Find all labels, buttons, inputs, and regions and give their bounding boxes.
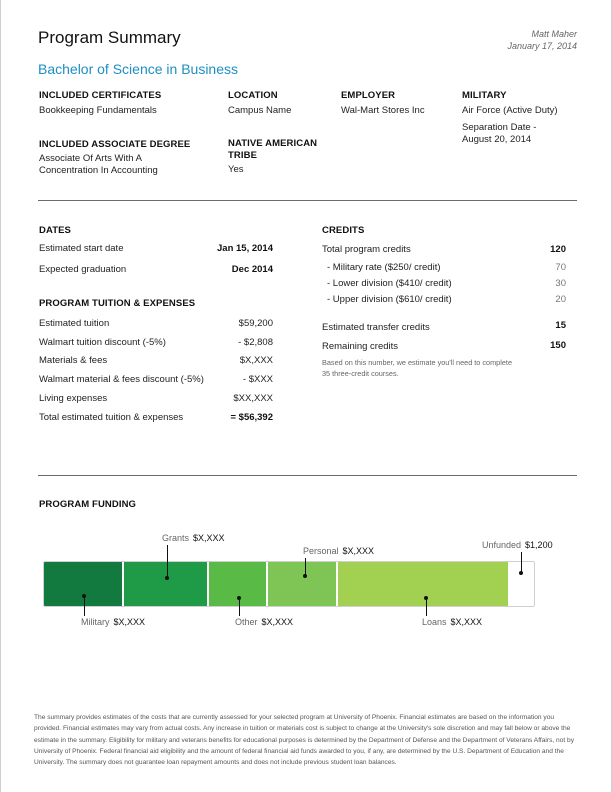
dates-heading: DATES — [39, 225, 71, 236]
divider-top — [38, 200, 577, 201]
unfunded-marker — [519, 571, 523, 575]
native-american-value: Yes — [228, 164, 244, 175]
summary-date: January 17, 2014 — [507, 41, 577, 51]
total-credits-label: Total program credits — [322, 244, 411, 255]
certificates-label: INCLUDED CERTIFICATES — [39, 90, 162, 101]
funding-segment-personal — [268, 562, 338, 606]
grants-leader — [167, 545, 168, 578]
tuition-row-label: Estimated tuition — [39, 318, 110, 329]
certificates-value: Bookkeeping Fundamentals — [39, 105, 157, 116]
materials-value: $X,XXX — [239, 355, 273, 366]
military-rate-value: 70 — [555, 262, 566, 273]
separation-date-value: August 20, 2014 — [462, 134, 532, 145]
military-leader — [84, 596, 85, 616]
unfunded-label: Unfunded $1,200 — [482, 540, 553, 550]
materials-discount-label: Walmart material & fees discount (-5%) — [39, 374, 204, 385]
loans-leader — [426, 598, 427, 616]
materials-label: Materials & fees — [39, 355, 108, 366]
total-expenses-value: = $56,392 — [230, 412, 273, 423]
transfer-credits-label: Estimated transfer credits — [322, 322, 430, 333]
location-label: LOCATION — [228, 90, 278, 101]
lower-division-value: 30 — [555, 278, 566, 289]
materials-discount-value: - $XXX — [242, 374, 273, 385]
tuition-heading: PROGRAM TUITION & EXPENSES — [39, 298, 196, 309]
funding-bar — [43, 561, 535, 607]
unfunded-leader — [521, 552, 522, 573]
page-title: Program Summary — [38, 28, 181, 47]
personal-label: Personal $X,XXX — [303, 546, 375, 556]
start-date-label: Estimated start date — [39, 243, 124, 254]
graduation-label: Expected graduation — [39, 264, 127, 275]
associate-degree-line1: Associate Of Arts With A — [39, 153, 142, 164]
transfer-credits-value: 15 — [555, 320, 566, 331]
program-name: Bachelor of Science in Business — [38, 61, 238, 77]
tuition-discount-label: Walmart tuition discount (-5%) — [39, 337, 166, 348]
separation-date-label: Separation Date - — [462, 122, 537, 133]
credits-heading: CREDITS — [322, 225, 365, 236]
loans-label: Loans $X,XXX — [422, 617, 483, 627]
credits-note: Based on this number, we estimate you'll need to complete 35 three-credit courses. — [322, 358, 513, 378]
other-label: Other $X,XXX — [235, 617, 294, 627]
total-credits-value: 120 — [550, 244, 566, 255]
funding-heading: PROGRAM FUNDING — [39, 499, 137, 510]
native-american-label: NATIVE AMERICAN — [228, 138, 318, 149]
total-expenses-label: Total estimated tuition & expenses — [39, 412, 184, 423]
upper-division-label: - Upper division ($610/ credit) — [327, 294, 452, 305]
native-american-label-tribe: TRIBE — [228, 150, 257, 161]
advisor-name: Matt Maher — [531, 29, 577, 39]
military-label: MILITARY — [462, 90, 507, 101]
personal-marker — [303, 574, 307, 578]
remaining-credits-label: Remaining credits — [322, 341, 399, 352]
disclaimer: The summary provides estimates of the costs that are currently assessed for your selected program at University of Phoenix. Financial estimates are based on the information you provided. Financial estimates may vary from actual costs. Any increase in tuition or materials cost is subject to change at the University's sole discretion and may fall below or above the estimate in the summary. Eligibility for military and veterans benefits for educational purposes is determined by the Department of Defense and the Department of Veterans Affairs, not by University of Phoenix. Federal financial aid eligibility and the amount of federal financial aid funds awarded to you, if any, are determined by the U.S. Department of Education and the University. The summary does not guarantee loan repayment amounts and does not include previous student loan balances. — [34, 714, 574, 767]
military-rate-label: - Military rate ($250/ credit) — [327, 262, 441, 273]
associate-degree-label: INCLUDED ASSOCIATE DEGREE — [39, 139, 191, 150]
lower-division-label: - Lower division ($410/ credit) — [327, 278, 452, 289]
tuition-row-value: $59,200 — [238, 318, 273, 329]
upper-division-value: 20 — [555, 294, 566, 305]
other-leader — [239, 598, 240, 616]
employer-value: Wal-Mart Stores Inc — [341, 105, 425, 116]
employer-label: EMPLOYER — [341, 90, 396, 101]
graduation-value: Dec 2014 — [231, 264, 273, 275]
grants-label: Grants $X,XXX — [162, 533, 225, 543]
tuition-discount-value: - $2,808 — [238, 337, 273, 348]
location-value: Campus Name — [228, 105, 292, 116]
military-funding-label: Military $X,XXX — [81, 617, 146, 627]
grants-marker — [165, 576, 169, 580]
remaining-credits-value: 150 — [550, 340, 566, 351]
divider-middle — [38, 475, 577, 476]
associate-degree-line2: Concentration In Accounting — [39, 165, 158, 176]
living-expenses-value: $XX,XXX — [233, 393, 273, 404]
funding-segment-unfunded — [510, 562, 534, 606]
living-expenses-label: Living expenses — [39, 393, 108, 404]
military-value: Air Force (Active Duty) — [462, 105, 558, 116]
start-date-value: Jan 15, 2014 — [217, 243, 273, 254]
